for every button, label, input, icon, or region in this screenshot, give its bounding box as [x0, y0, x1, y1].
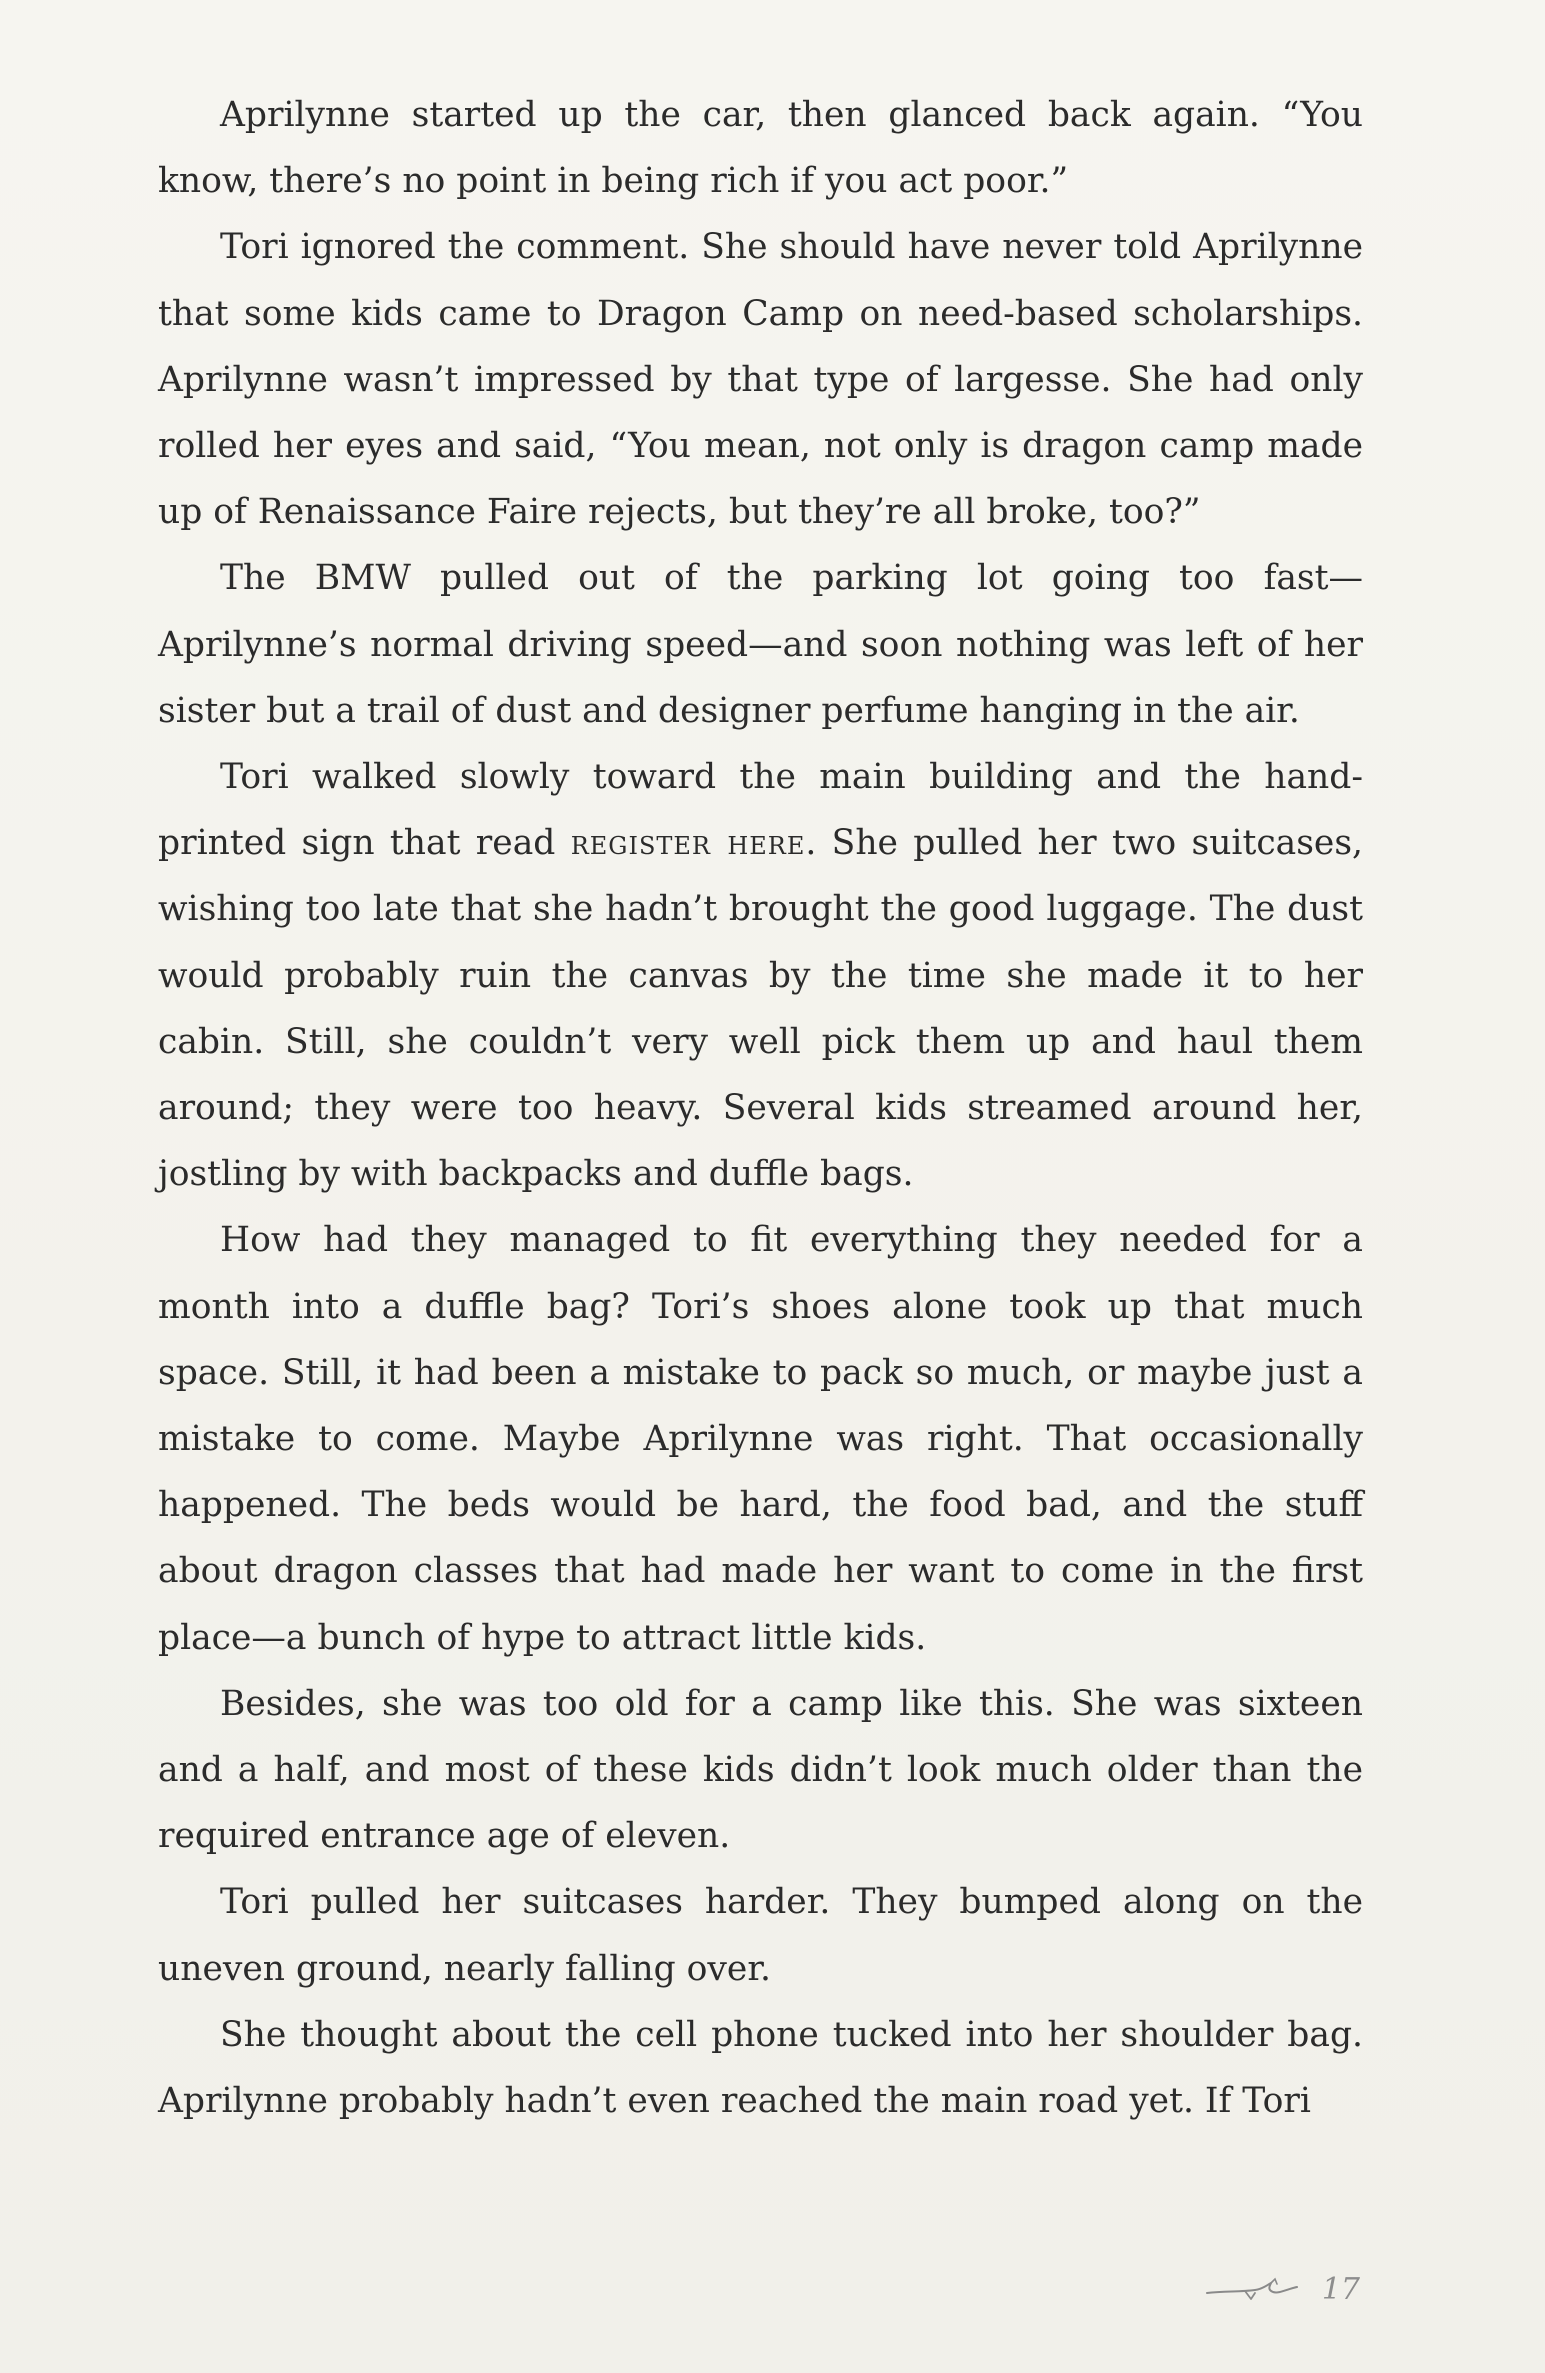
paragraph-5: How had they managed to fit everything they needed for a month into a duffle bag? Tori’s shoes alone took up that much space. Still, it had been a mistake to pack so much, or maybe just a mistake to come. Maybe Aprilynne was right. That occasionally happened. The beds would be hard, the food bad, and the stuff about dragon classes that had made her want to come in the first place—a bunch of hype to attract little kids.: [158, 1220, 1363, 1658]
page-footer: [1205, 2272, 1360, 2307]
dragon-flourish-icon: [1205, 2275, 1300, 2305]
body-text: [158, 82, 1363, 2134]
paragraph-8: She thought about the cell phone tucked into her shoulder bag. Aprilynne probably hadn’t even reached the main road yet. If Tori: [158, 2014, 1363, 2122]
paragraph-3: The BMW pulled out of the parking lot going too fast—Aprilynne’s normal driving speed—and soon nothing was left of her sister but a trail of dust and designer perfume hanging in the air.: [158, 558, 1363, 731]
register-here-sign-text: register here: [570, 823, 806, 864]
paragraph-6: Besides, she was too old for a camp like this. She was sixteen and a half, and most of these kids didn’t look much older than the required entrance age of eleven.: [158, 1683, 1363, 1857]
paragraph-4-part-1: Tori walked slowly toward the main building and the hand-printed sign that read: [158, 757, 1363, 864]
page-number: 17: [1321, 2272, 1360, 2307]
paragraph-4: [158, 744, 1363, 1207]
paragraph-4-part-2: . She pulled her two suitcases, wishing too late that she hadn’t brought the good luggage. The dust would probably ruin the canvas by the time she made it to her cabin. Still, she couldn’t very well pick them up and haul them around; they were too heavy. Several kids streamed around her, jostling by with backpacks and duffle bags.: [158, 823, 1364, 1195]
paragraph-2: Tori ignored the comment. She should have never told Aprilynne that some kids came to Dragon Camp on need-based scholarships. Aprilynne wasn’t impressed by that type of largesse. She had only rolled her eyes and said, “You mean, not only is dragon camp made up of Renaissance Faire rejects, but they’re all broke, too?”: [158, 227, 1363, 533]
paragraph-1: Aprilynne started up the car, then glanced back again. “You know, there’s no point in being rich if you act poor.”: [158, 95, 1363, 202]
paragraph-7: Tori pulled her suitcases harder. They bumped along on the uneven ground, nearly falling over.: [158, 1882, 1363, 1989]
